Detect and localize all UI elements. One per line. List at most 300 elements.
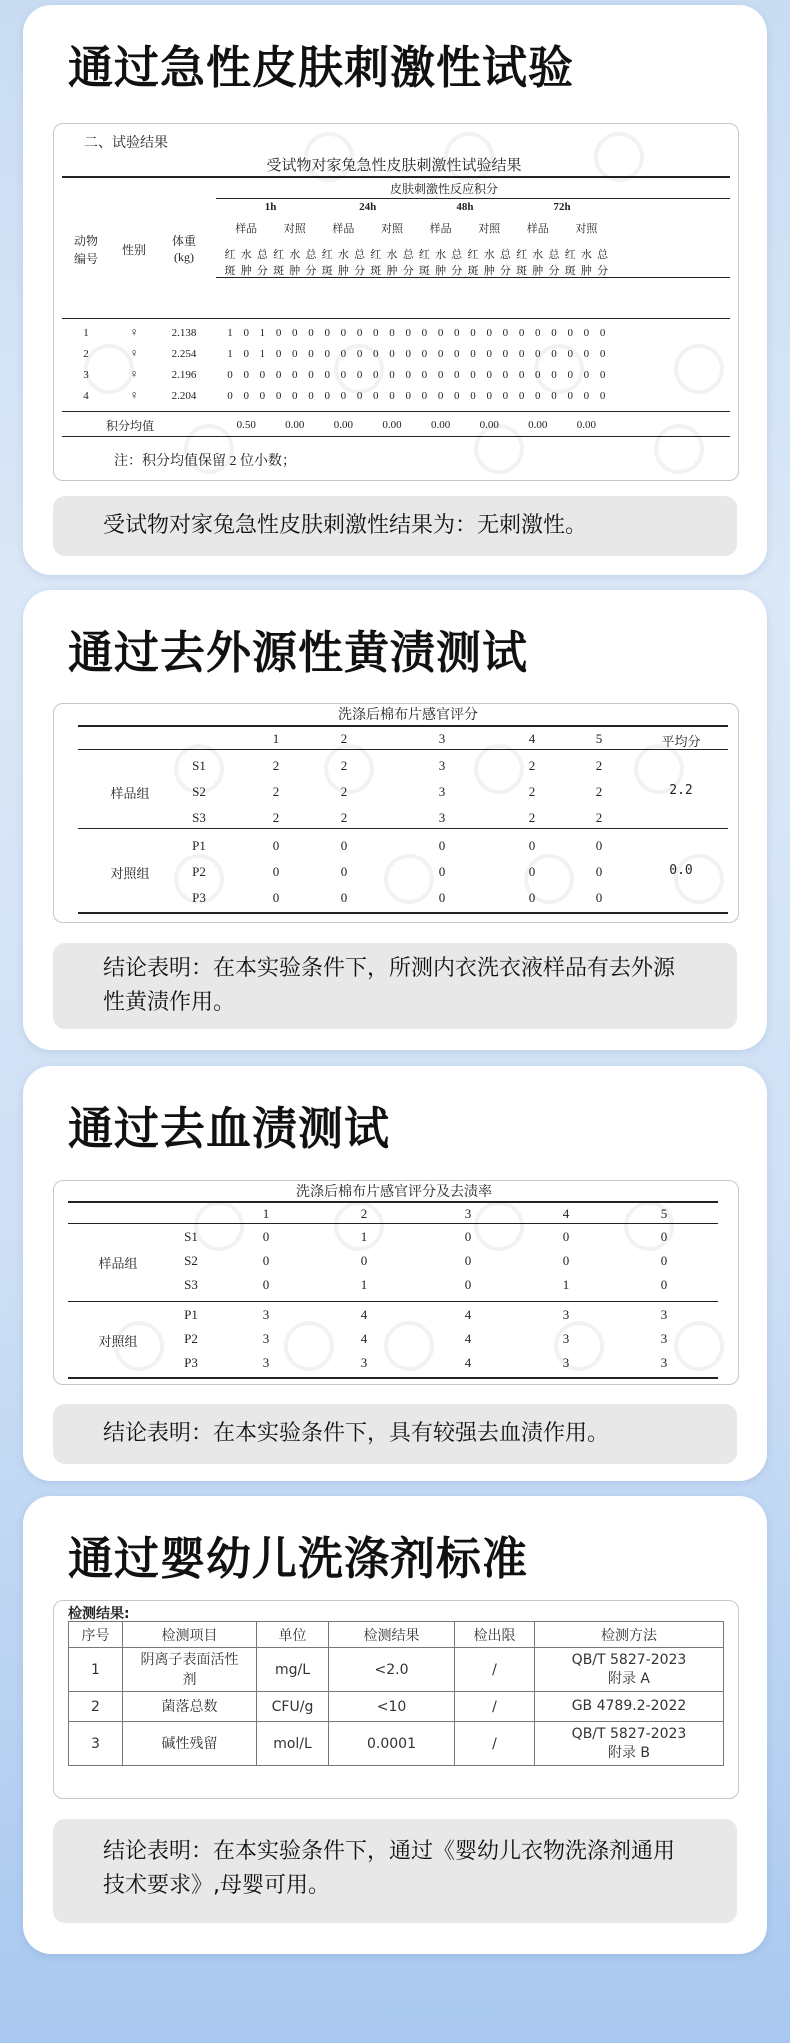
watermark-seal [474, 424, 524, 474]
watermark-seal [84, 344, 134, 394]
score-header-bottom: 斑 [321, 265, 333, 277]
watermark-seal [554, 1321, 604, 1371]
score-cell: 3 [262, 1355, 270, 1370]
score-cell: 4 [360, 1331, 368, 1346]
score-header-bottom: 斑 [467, 265, 479, 277]
col-weight-1: 体重 [171, 234, 197, 248]
watermark-seal [194, 1201, 244, 1251]
cell-method [535, 1692, 724, 1722]
score-header-top: 总 [451, 249, 463, 261]
table-caption: 洗涤后棉布片感官评分 [338, 708, 478, 723]
conclusion-box [53, 496, 737, 556]
cell-result: <2.0 [329, 1648, 455, 1692]
score-cell: 3 [262, 1331, 270, 1346]
column-header: 3 [464, 1206, 472, 1221]
group-average: 0.0 [669, 863, 693, 878]
section-card-skin [23, 5, 767, 575]
score-cell: 3 [562, 1307, 570, 1322]
mean-value: 0.00 [430, 419, 451, 431]
score-cell: 2 [595, 758, 603, 773]
score-header-top: 总 [354, 249, 366, 261]
score-header-bottom: 分 [548, 265, 560, 277]
score-cell: 0 [470, 390, 476, 402]
score-cell: 0 [660, 1277, 668, 1292]
score-cell: 0 [360, 1253, 368, 1268]
row-label: S2 [192, 784, 206, 799]
score-cell: 0 [528, 864, 536, 879]
score-cell: 0 [599, 348, 606, 360]
score-cell: 0 [470, 327, 476, 339]
score-cell: 0 [470, 369, 476, 381]
score-header-top: 水 [337, 249, 349, 261]
score-cell: 0 [405, 348, 411, 360]
score-header-bottom: 分 [451, 265, 463, 277]
score-header-top: 水 [435, 249, 447, 261]
score-cell: 2 [595, 784, 603, 799]
score-cell: 0 [292, 390, 298, 402]
score-cell: 0 [405, 327, 411, 339]
conclusion-text: 受试物对家兔急性皮肤刺激性结果为：无刺激性。 [103, 513, 588, 538]
score-cell: 0 [454, 348, 460, 360]
cell-item: 阴离子表面活性剂 [123, 1648, 257, 1692]
mean-value: 0.00 [333, 419, 354, 431]
column-header: 4 [528, 731, 536, 746]
score-cell: 0 [243, 369, 249, 381]
time-header-72h: 72h [553, 201, 571, 213]
table-caption: 洗涤后棉布片感官评分及去渍率 [296, 1185, 492, 1200]
animal-sex: ♀ [129, 346, 139, 360]
score-header-top: 总 [597, 249, 609, 261]
score-cell: 0 [292, 327, 298, 339]
score-cell: 3 [562, 1355, 570, 1370]
score-cell: 1 [360, 1277, 368, 1292]
score-cell: 0 [272, 864, 280, 879]
score-cell: 0 [275, 327, 282, 339]
score-header-bottom: 肿 [289, 265, 301, 277]
score-header-bottom: 分 [256, 265, 268, 277]
watermark-seal [674, 1321, 724, 1371]
watermark-seal [674, 854, 724, 904]
score-cell: 0 [324, 390, 330, 402]
row-label: P1 [184, 1307, 198, 1322]
score-cell: 0 [464, 1277, 472, 1292]
score-cell: 3 [562, 1331, 570, 1346]
score-cell: 3 [262, 1307, 270, 1322]
row-label: S3 [192, 810, 206, 825]
score-cell: 0 [389, 390, 395, 402]
method-line: 附录 A [607, 1670, 651, 1687]
score-cell: 0 [389, 369, 395, 381]
score-cell: 0 [535, 327, 541, 339]
score-cell: 0 [454, 390, 460, 402]
infant-test-document [53, 1600, 739, 1799]
column-header: 1 [272, 731, 280, 746]
score-cell: 0 [535, 390, 541, 402]
score-cell: 0 [518, 369, 525, 381]
table-caption: 受试物对家兔急性皮肤刺激性试验结果 [266, 158, 522, 174]
score-cell: 0 [389, 348, 395, 360]
row-label: S3 [184, 1277, 198, 1292]
doc-heading: 二、试验结果 [84, 136, 168, 151]
section-title: 通过婴幼儿洗涤剂标准 [68, 1532, 529, 1585]
watermark-seal [474, 744, 524, 794]
section-card-yellow-stain [23, 590, 767, 1050]
score-cell: 0 [599, 369, 606, 381]
score-cell: 0 [518, 390, 525, 402]
watermark-seal [324, 744, 374, 794]
watermark-seal [594, 132, 644, 182]
score-cell: 0 [502, 327, 509, 339]
mean-label: 积分均值 [106, 419, 155, 433]
score-cell: 0 [259, 390, 266, 402]
score-cell: 0 [583, 348, 590, 360]
score-header-bottom: 肿 [435, 265, 447, 277]
column-header: 1 [262, 1206, 270, 1221]
score-cell: 0 [567, 369, 573, 381]
cell-unit: mg/L [257, 1648, 329, 1692]
score-cell: 0 [599, 327, 606, 339]
score-cell: 0 [421, 390, 428, 402]
score-cell: 1 [259, 327, 266, 339]
score-cell: 0 [437, 369, 444, 381]
score-header-bottom: 肿 [532, 265, 544, 277]
score-cell: 0 [528, 838, 536, 853]
score-cell: 0 [292, 348, 298, 360]
score-cell: 3 [438, 758, 446, 773]
score-cell: 0 [535, 348, 541, 360]
score-cell: 2 [595, 810, 603, 825]
column-header: 检测结果 [329, 1622, 455, 1648]
group-header: 皮肤刺激性反应积分 [389, 182, 499, 196]
doc-heading: 检测结果: [68, 1606, 130, 1622]
score-cell: 0 [272, 838, 280, 853]
score-cell: 0 [324, 327, 330, 339]
table-row [69, 1648, 724, 1692]
score-cell: 0 [340, 890, 348, 905]
score-cell: 0 [595, 838, 603, 853]
score-cell: 1 [360, 1229, 368, 1244]
score-cell: 0 [486, 348, 492, 360]
animal-id: 1 [83, 327, 89, 339]
score-cell: 0 [389, 327, 395, 339]
score-cell: 0 [308, 369, 314, 381]
row-label: S1 [192, 758, 206, 773]
column-header: 检出限 [455, 1622, 535, 1648]
row-label: P3 [192, 890, 206, 905]
section-card-infant-standard [23, 1496, 767, 1954]
table-row [69, 1692, 724, 1722]
score-cell: 0 [421, 327, 428, 339]
score-header-top: 总 [499, 249, 511, 261]
cell-unit: mol/L [257, 1722, 329, 1766]
score-header-top: 红 [321, 249, 333, 261]
score-cell: 0 [437, 390, 444, 402]
group-label: 对照组 [110, 866, 150, 881]
column-header: 2 [360, 1206, 368, 1221]
animal-sex: ♀ [129, 367, 139, 381]
score-cell: 0 [405, 369, 411, 381]
score-cell: 0 [486, 369, 492, 381]
animal-sex: ♀ [129, 388, 139, 402]
score-header-bottom: 斑 [273, 265, 285, 277]
score-cell: 0 [373, 327, 379, 339]
time-header-1h: 1h [264, 201, 277, 213]
score-cell: 2 [528, 784, 536, 799]
cell-item: 菌落总数 [123, 1692, 257, 1722]
score-cell: 0 [405, 390, 411, 402]
score-header-top: 红 [564, 249, 576, 261]
score-cell: 0 [340, 348, 347, 360]
score-cell: 0 [567, 390, 573, 402]
animal-weight: 2.196 [171, 369, 197, 381]
score-header-top: 水 [580, 249, 592, 261]
score-cell: 0 [227, 390, 233, 402]
col-sex: 性别 [121, 243, 147, 257]
section-title: 通过去外源性黄渍测试 [68, 626, 529, 679]
score-cell: 2 [340, 758, 348, 773]
time-header-48h: 48h [456, 201, 474, 213]
score-cell: 0 [502, 348, 509, 360]
score-cell: 1 [562, 1277, 570, 1292]
score-cell: 0 [437, 348, 444, 360]
cell-limit: / [455, 1648, 535, 1692]
watermark-seal [284, 1321, 334, 1371]
score-cell: 0 [373, 390, 379, 402]
score-cell: 0 [262, 1277, 270, 1292]
watermark-seal [384, 854, 434, 904]
table-note: 注：积分均值保留 2 位小数； [114, 454, 296, 469]
score-cell: 2 [340, 784, 348, 799]
animal-id: 4 [83, 390, 89, 402]
animal-weight: 2.138 [171, 327, 197, 339]
score-cell: 3 [660, 1355, 668, 1370]
score-header-bottom: 斑 [516, 265, 528, 277]
score-cell: 0 [595, 890, 603, 905]
score-cell: 0 [373, 369, 379, 381]
score-cell: 0 [660, 1229, 668, 1244]
score-cell: 0 [340, 864, 348, 879]
score-cell: 0 [421, 369, 428, 381]
score-header-top: 红 [273, 249, 285, 261]
conclusion-text: 结论表明：在本实验条件下，具有较强去血渍作用。 [103, 1421, 610, 1446]
score-cell: 0 [583, 390, 590, 402]
col-weight-2: (kg) [174, 250, 194, 264]
score-cell: 0 [551, 390, 557, 402]
column-header: 单位 [257, 1622, 329, 1648]
animal-id: 3 [83, 369, 89, 381]
score-cell: 0 [421, 348, 428, 360]
cell-no: 2 [69, 1692, 123, 1722]
group-label: 对照组 [98, 1334, 138, 1349]
score-cell: 4 [360, 1307, 368, 1322]
score-cell: 0 [528, 890, 536, 905]
score-cell: 0 [292, 369, 298, 381]
animal-weight: 2.254 [171, 348, 197, 360]
score-cell: 0 [262, 1253, 270, 1268]
score-header-bottom: 斑 [224, 265, 236, 277]
column-header: 检测项目 [123, 1622, 257, 1648]
infant-results-table [68, 1621, 724, 1766]
score-header-bottom: 肿 [240, 265, 252, 277]
score-cell: 2 [528, 810, 536, 825]
table-row [69, 1722, 724, 1766]
sub-header: 样品 [429, 223, 452, 235]
score-cell: 0 [567, 348, 573, 360]
mean-value: 0.50 [236, 419, 256, 431]
score-cell: 3 [438, 784, 446, 799]
column-header: 4 [562, 1206, 570, 1221]
score-cell: 2 [272, 758, 280, 773]
score-header-top: 红 [467, 249, 479, 261]
section-title: 通过急性皮肤刺激性试验 [68, 41, 575, 94]
skin-test-document [53, 123, 739, 481]
score-cell: 0 [259, 369, 266, 381]
score-cell: 0 [502, 369, 509, 381]
score-cell: 0 [551, 348, 557, 360]
score-header-bottom: 肿 [386, 265, 398, 277]
score-cell: 0 [551, 327, 557, 339]
score-header-top: 水 [532, 249, 544, 261]
score-cell: 4 [464, 1355, 472, 1370]
score-header-top: 水 [240, 249, 252, 261]
score-header-bottom: 肿 [580, 265, 592, 277]
score-cell: 0 [275, 369, 282, 381]
time-header-24h: 24h [359, 201, 377, 213]
score-cell: 0 [437, 327, 444, 339]
score-header-top: 总 [402, 249, 414, 261]
score-cell: 2 [272, 810, 280, 825]
method-line: QB/T 5827-2023 [571, 1651, 687, 1668]
cell-method [535, 1722, 724, 1766]
score-cell: 0 [340, 390, 347, 402]
conclusion-box [53, 943, 737, 1029]
score-cell: 0 [243, 327, 249, 339]
score-cell: 0 [599, 390, 606, 402]
score-cell: 0 [486, 327, 492, 339]
score-header-bottom: 分 [305, 265, 317, 277]
row-label: P1 [192, 838, 206, 853]
score-header-top: 水 [386, 249, 398, 261]
mean-value: 0.00 [382, 419, 402, 431]
score-cell: 0 [308, 348, 314, 360]
score-cell: 0 [502, 390, 509, 402]
column-header: 序号 [69, 1622, 123, 1648]
score-cell: 0 [660, 1253, 668, 1268]
score-cell: 3 [360, 1355, 368, 1370]
score-cell: 0 [562, 1253, 570, 1268]
score-cell: 4 [464, 1307, 472, 1322]
method-line: QB/T 5827-2023 [571, 1725, 687, 1742]
score-cell: 0 [262, 1229, 270, 1244]
score-cell: 1 [227, 327, 233, 339]
watermark-seal [474, 1201, 524, 1251]
score-cell: 0 [324, 348, 330, 360]
score-cell: 0 [454, 369, 460, 381]
conclusion-text: 结论表明：在本实验条件下，所测内衣洗衣液样品有去外源性黄渍作用。 [103, 956, 676, 1015]
score-cell: 0 [438, 890, 446, 905]
sub-header: 对照 [381, 223, 403, 235]
score-cell: 0 [535, 369, 541, 381]
score-header-top: 总 [548, 249, 560, 261]
score-header-top: 总 [256, 249, 268, 261]
method-line: GB 4789.2-2022 [571, 1698, 687, 1714]
score-cell: 0 [567, 327, 573, 339]
cell-result: <10 [329, 1692, 455, 1722]
score-cell: 0 [470, 348, 476, 360]
row-label: S1 [184, 1229, 198, 1244]
sub-header: 样品 [526, 223, 549, 235]
conclusion-box [53, 1819, 737, 1923]
group-label: 样品组 [98, 1256, 138, 1271]
animal-weight: 2.204 [171, 390, 197, 402]
score-cell: 4 [464, 1331, 472, 1346]
watermark-seal [534, 344, 584, 394]
score-cell: 0 [356, 390, 363, 402]
watermark-seal [384, 1321, 434, 1371]
score-header-bottom: 斑 [418, 265, 430, 277]
column-header: 3 [438, 731, 446, 746]
watermark-seal [654, 424, 704, 474]
average-header: 平均分 [661, 734, 701, 749]
section-card-blood-stain [23, 1066, 767, 1481]
col-animal-1: 动物 [73, 234, 99, 248]
column-header: 2 [340, 731, 348, 746]
animal-id: 2 [83, 348, 89, 360]
conclusion-text: 结论表明：在本实验条件下，通过《婴幼儿衣物洗涤剂通用技术要求》,母婴可用。 [103, 1839, 676, 1898]
score-header-bottom: 斑 [370, 265, 382, 277]
score-header-bottom: 斑 [564, 265, 576, 277]
score-header-top: 水 [483, 249, 495, 261]
score-cell: 0 [340, 838, 348, 853]
sub-header: 对照 [575, 223, 598, 235]
score-cell: 0 [275, 390, 282, 402]
score-cell: 2 [340, 810, 348, 825]
score-cell: 0 [275, 348, 282, 360]
score-cell: 0 [340, 327, 347, 339]
column-header: 检测方法 [535, 1622, 724, 1648]
cell-method [535, 1648, 724, 1692]
mean-value: 0.00 [576, 419, 597, 431]
score-cell: 2 [272, 784, 280, 799]
score-cell: 0 [373, 348, 379, 360]
score-header-top: 红 [370, 249, 382, 261]
watermark-seal [334, 1201, 384, 1251]
sub-header: 对照 [478, 223, 501, 235]
score-cell: 0 [356, 327, 363, 339]
column-header: 5 [660, 1206, 668, 1221]
score-cell: 0 [243, 390, 249, 402]
score-header-top: 总 [305, 249, 317, 261]
cell-no: 3 [69, 1722, 123, 1766]
score-cell: 2 [528, 758, 536, 773]
score-cell: 3 [438, 810, 446, 825]
score-header-bottom: 肿 [483, 265, 495, 277]
group-average: 2.2 [669, 783, 693, 798]
score-cell: 0 [583, 327, 590, 339]
cell-item: 碱性残留 [123, 1722, 257, 1766]
score-cell: 0 [356, 348, 363, 360]
score-cell: 0 [356, 369, 363, 381]
score-cell: 0 [227, 369, 233, 381]
row-label: P3 [184, 1355, 198, 1370]
score-cell: 3 [660, 1331, 668, 1346]
watermark-seal [674, 344, 724, 394]
score-header-bottom: 分 [354, 265, 366, 277]
cell-limit: / [455, 1692, 535, 1722]
score-cell: 3 [660, 1307, 668, 1322]
score-cell: 0 [595, 864, 603, 879]
score-cell: 0 [308, 390, 314, 402]
